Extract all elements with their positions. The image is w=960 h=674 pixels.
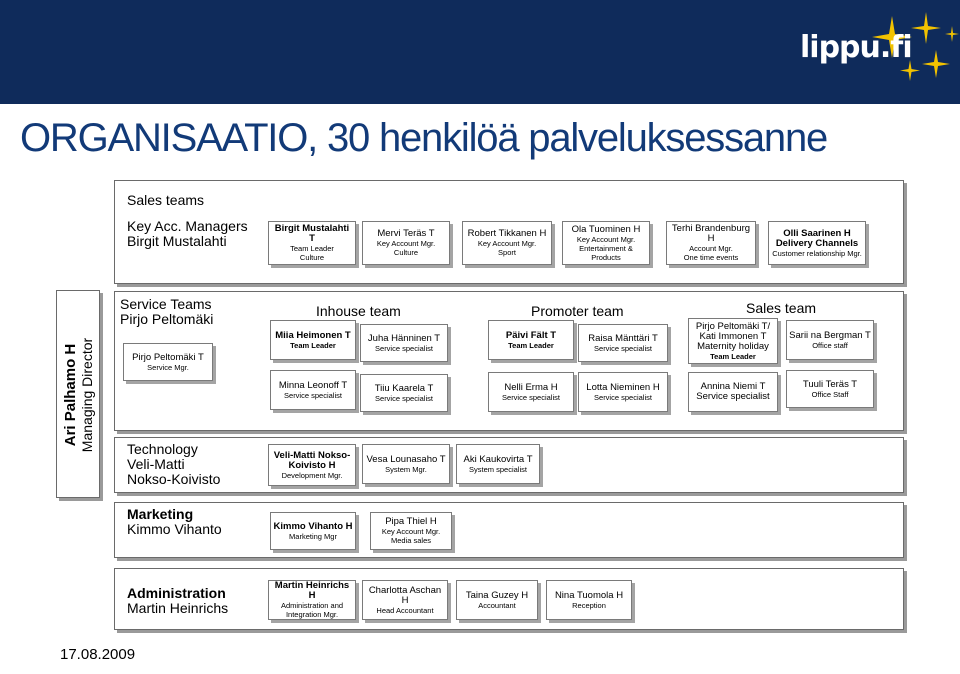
managing-director-name: Ari Palhamo H xyxy=(62,343,79,447)
promoter-team-label: Promoter team xyxy=(531,303,624,319)
administration-heading: Administration xyxy=(127,585,226,601)
org-box: Juha Hänninen T Service specialist xyxy=(360,324,448,362)
marketing-lead: Kimmo Vihanto xyxy=(127,521,222,537)
org-box: Miia Heimonen T Team Leader xyxy=(270,320,356,360)
org-box: Pipa Thiel H Key Account Mgr. Media sales xyxy=(370,512,452,550)
key-account-managers-lead: Birgit Mustalahti xyxy=(127,233,227,249)
key-account-managers-title: Key Acc. Managers xyxy=(127,218,248,234)
org-box: Päivi Fält T Team Leader xyxy=(488,320,574,360)
managing-director-role: Managing Director xyxy=(79,337,95,453)
service-teams-heading: Service Teams xyxy=(120,296,212,312)
page-title: ORGANISAATIO, 30 henkilöä palveluksessanne xyxy=(20,116,828,160)
org-box: Nina Tuomola H Reception xyxy=(546,580,632,620)
org-box: Raisa Mänttäri T Service specialist xyxy=(578,324,668,362)
org-box: Charlotta Aschan H Head Accountant xyxy=(362,580,448,620)
service-teams-lead: Pirjo Peltomäki xyxy=(120,311,214,327)
org-box: Vesa Lounasaho T System Mgr. xyxy=(362,444,450,484)
org-box: Pirjo Peltomäki T/ Kati Immonen T Maternity holiday Team Leader xyxy=(688,318,778,364)
inhouse-team-label: Inhouse team xyxy=(316,303,401,319)
org-box: Taina Guzey H Accountant xyxy=(456,580,538,620)
managing-director-panel xyxy=(56,290,100,498)
org-box: Mervi Teräs T Key Account Mgr. Culture xyxy=(362,221,450,265)
administration-lead: Martin Heinrichs xyxy=(127,600,229,616)
org-box: Tuuli Teräs T Office Staff xyxy=(786,370,874,408)
org-box: Minna Leonoff T Service specialist xyxy=(270,370,356,410)
org-box: Sarii na Bergman T Office staff xyxy=(786,320,874,360)
sales-teams-heading: Sales teams xyxy=(127,192,205,208)
org-box: Martin Heinrichs H Administration and Integration Mgr. xyxy=(268,580,356,620)
org-box: Olli Saarinen H Delivery Channels Customer relationship Mgr. xyxy=(768,221,866,265)
org-box: Veli-Matti Nokso- Koivisto H Development Mgr. xyxy=(268,444,356,486)
org-box: Robert Tikkanen H Key Account Mgr. Sport xyxy=(462,221,552,265)
org-box: Annina Niemi T Service specialist xyxy=(688,372,778,412)
org-box: Pirjo Peltomäki T Service Mgr. xyxy=(123,343,213,381)
org-box: Nelli Erma H Service specialist xyxy=(488,372,574,412)
org-box: Kimmo Vihanto H Marketing Mgr xyxy=(270,512,356,550)
marketing-heading: Marketing xyxy=(127,506,194,522)
lippu-logo-text: lippu.fi xyxy=(800,30,912,65)
header-banner xyxy=(0,0,960,104)
org-box: Ola Tuominen H Key Account Mgr. Entertainment & Products xyxy=(562,221,650,265)
technology-lead-line2: Nokso-Koivisto xyxy=(127,471,221,487)
technology-lead-line1: Veli-Matti xyxy=(127,456,185,472)
org-box: Birgit Mustalahti T Team Leader Culture xyxy=(268,221,356,265)
technology-heading: Technology xyxy=(127,441,198,457)
org-box: Lotta Nieminen H Service specialist xyxy=(578,372,668,412)
org-box: Aki Kaukovirta T System specialist xyxy=(456,444,540,484)
marketing-panel xyxy=(114,502,904,558)
org-box: Terhi Brandenburg H Account Mgr. One time events xyxy=(666,221,756,265)
sales-team-label: Sales team xyxy=(746,300,817,316)
date-label: 17.08.2009 xyxy=(60,646,136,663)
org-box: Tiiu Kaarela T Service specialist xyxy=(360,374,448,412)
